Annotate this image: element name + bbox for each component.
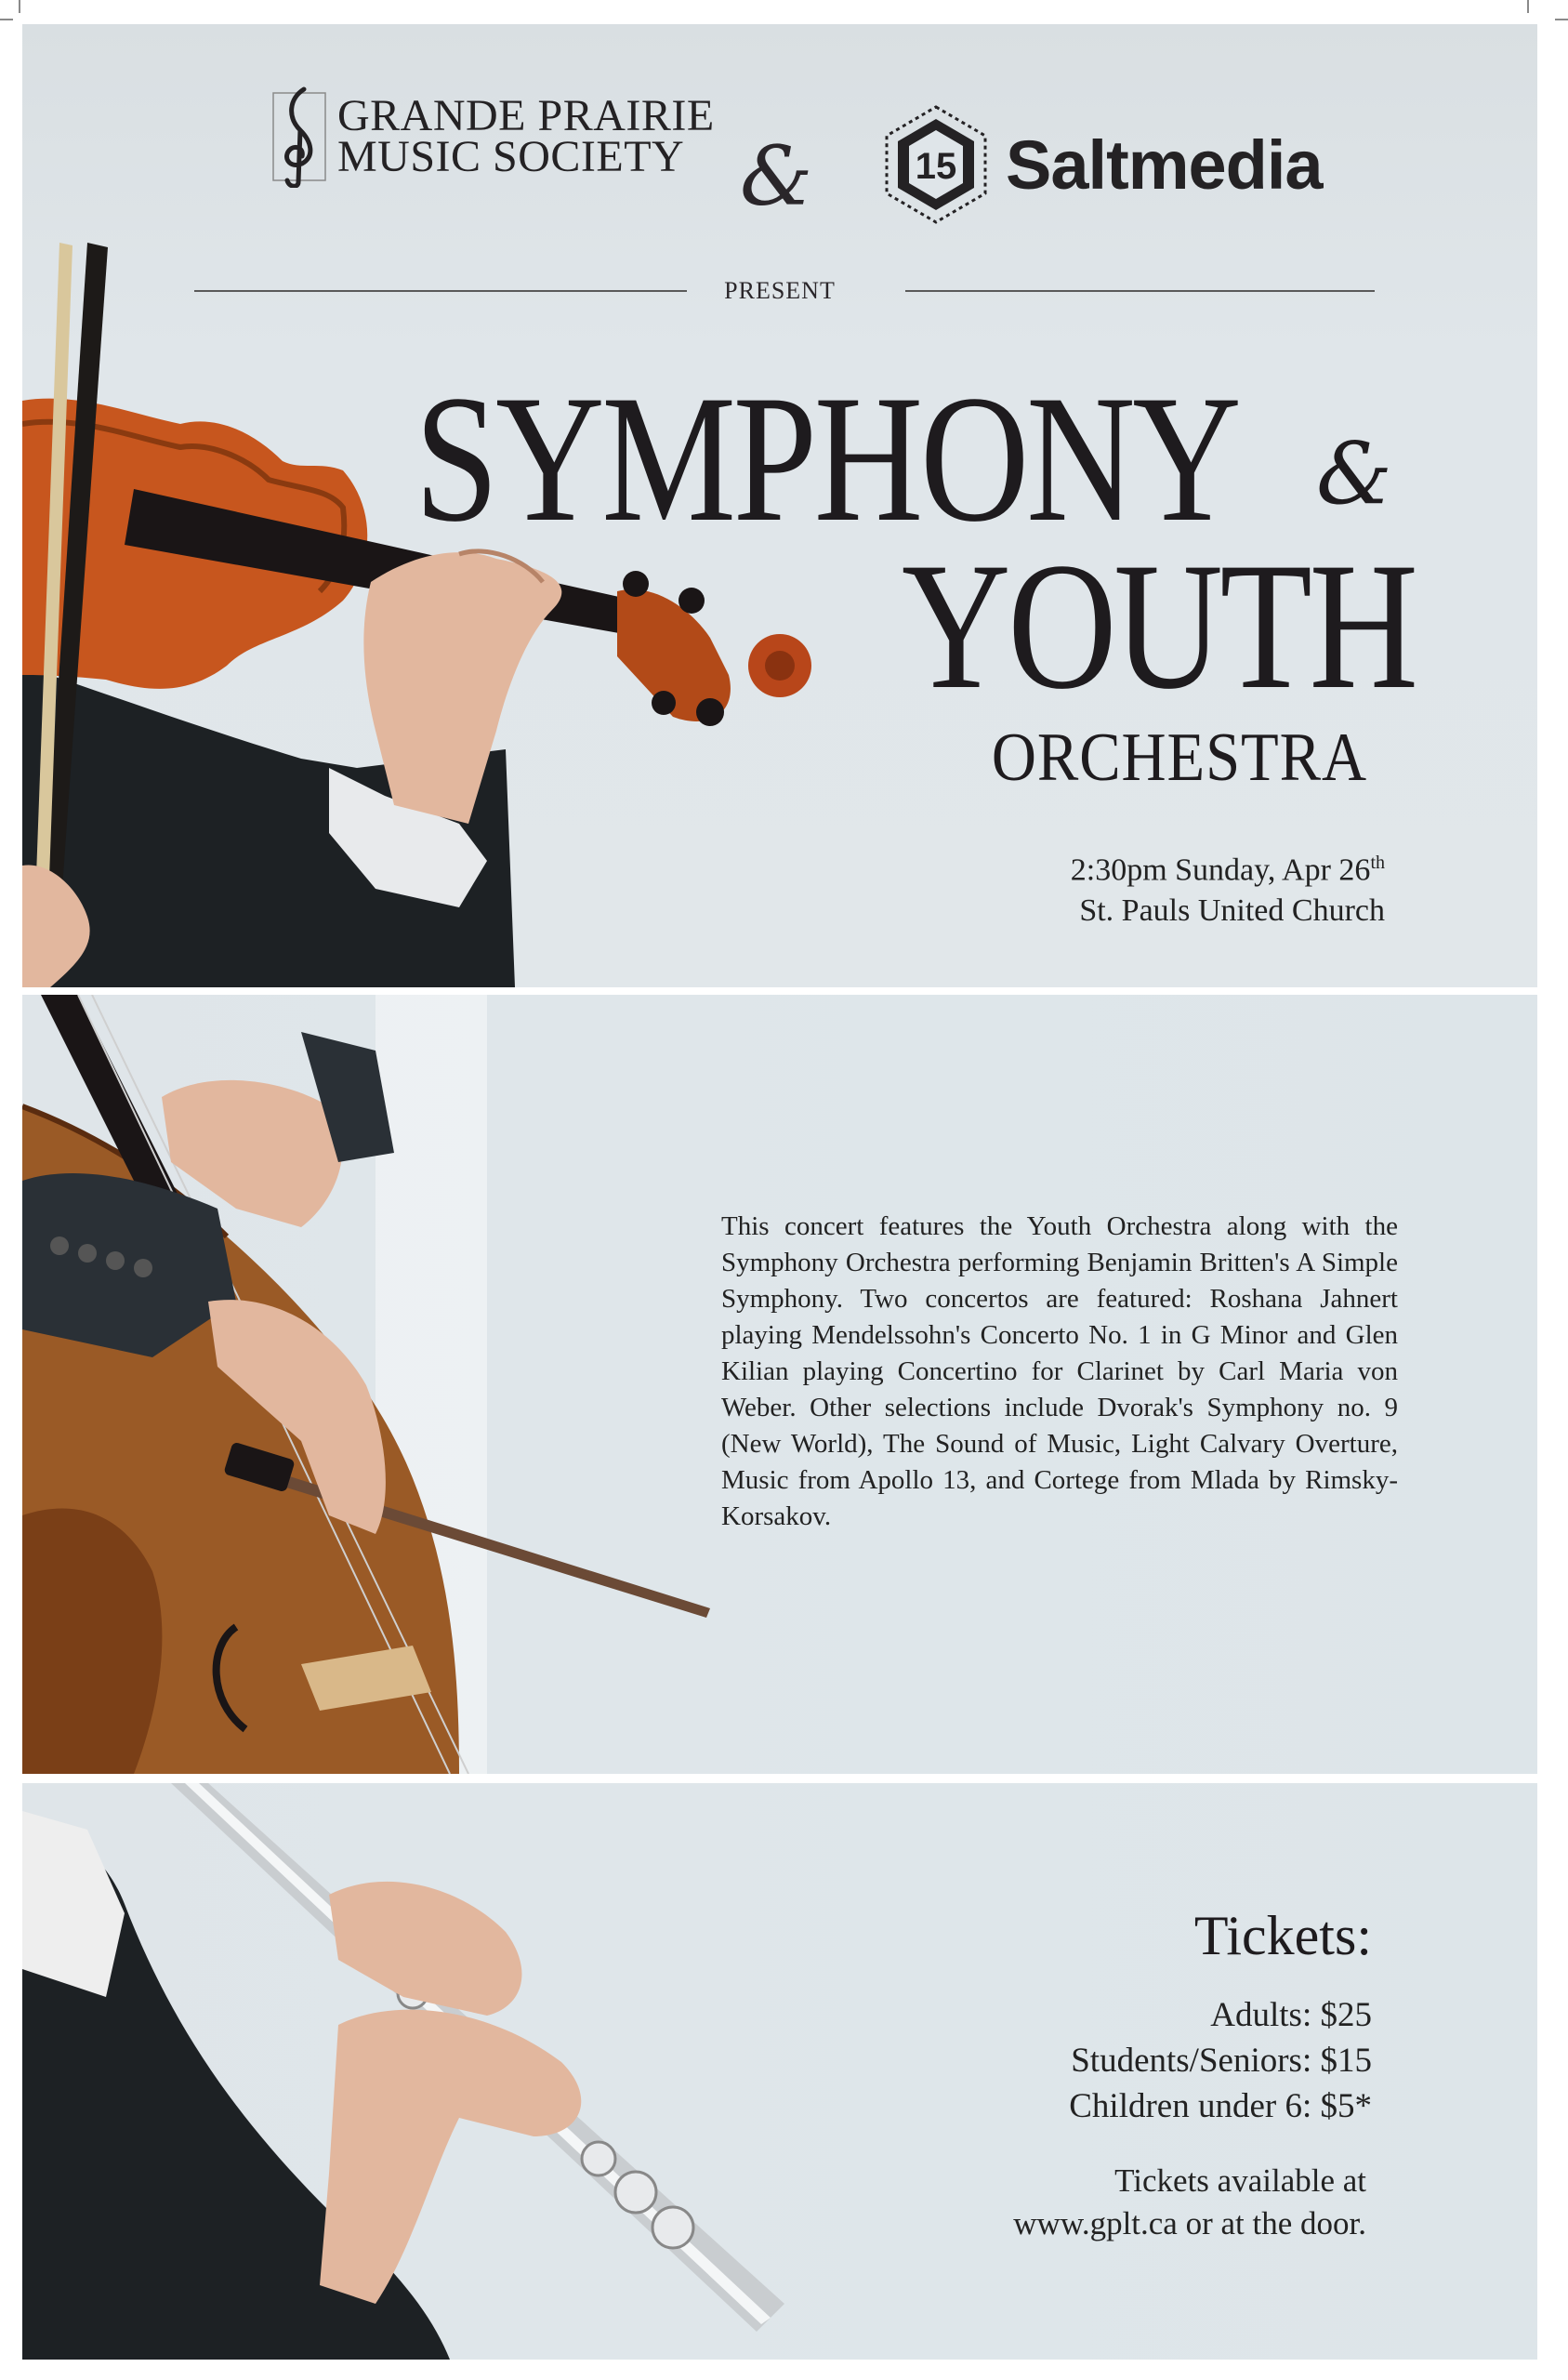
saltmedia-badge-icon <box>876 104 996 225</box>
price-adults: Adults: $25 <box>1210 1996 1372 2034</box>
title-orchestra: ORCHESTRA <box>991 720 1367 796</box>
ticket-price-list <box>1069 1992 1372 2129</box>
title-youth: YOUTH <box>902 525 1416 727</box>
event-venue: St. Pauls United Church <box>1079 893 1385 929</box>
logo-name-line1: GRANDE PRAIRIE <box>337 90 715 140</box>
present-label: PRESENT <box>724 277 836 304</box>
logos-ampersand: & <box>740 128 813 224</box>
grande-prairie-name <box>337 90 715 181</box>
title-symphony: SYMPHONY <box>415 358 1239 560</box>
event-date-suffix: th <box>1370 853 1385 873</box>
tickets-panel <box>22 1783 1537 2360</box>
description-panel <box>22 995 1537 1774</box>
crop-mark <box>19 0 20 13</box>
concert-description: This concert features the Youth Orchestra along with the Symphony Orchestra performing Benjamin Britten's A Simple Symphony. Two concertos are featured: Roshana Jahnert playing Mendelssohn's Concerto No. 1 in G Minor and Glen Kilian playing Concertino for Clarinet by Carl Maria von Weber. Other selections include Dvorak's Symphony no. 9 (New World), The Sound of Music, Light Calvary Overture, Music from Apollo 13, and Cortege from Mlada by Rimsky-Korsakov. <box>721 1211 1398 1531</box>
saltmedia-logo <box>876 104 1323 225</box>
crop-mark <box>1555 19 1568 20</box>
availability-line1: Tickets available at <box>1114 2162 1366 2199</box>
event-datetime <box>1071 842 1385 891</box>
availability-line2: www.gplt.ca or at the door. <box>1013 2205 1366 2241</box>
treble-clef-icon <box>272 86 326 188</box>
badge-number: 15 <box>915 146 957 187</box>
saltmedia-name: Saltmedia <box>1006 126 1323 204</box>
price-children: Children under 6: $5* <box>1069 2087 1372 2125</box>
event-time-date: 2:30pm Sunday, Apr 26 <box>1070 853 1371 888</box>
grande-prairie-logo <box>272 86 715 188</box>
price-students-seniors: Students/Seniors: $15 <box>1071 2042 1372 2080</box>
divider-left <box>194 290 687 292</box>
logo-name-line2: MUSIC SOCIETY <box>337 132 685 181</box>
tickets-heading: Tickets: <box>1193 1905 1372 1966</box>
event-info <box>1071 842 1385 932</box>
ticket-availability <box>1013 2160 1366 2245</box>
hero-panel <box>22 24 1537 987</box>
crop-mark <box>0 19 13 20</box>
crop-mark <box>1527 0 1529 13</box>
title-ampersand: & <box>1316 424 1392 523</box>
divider-right <box>905 290 1375 292</box>
